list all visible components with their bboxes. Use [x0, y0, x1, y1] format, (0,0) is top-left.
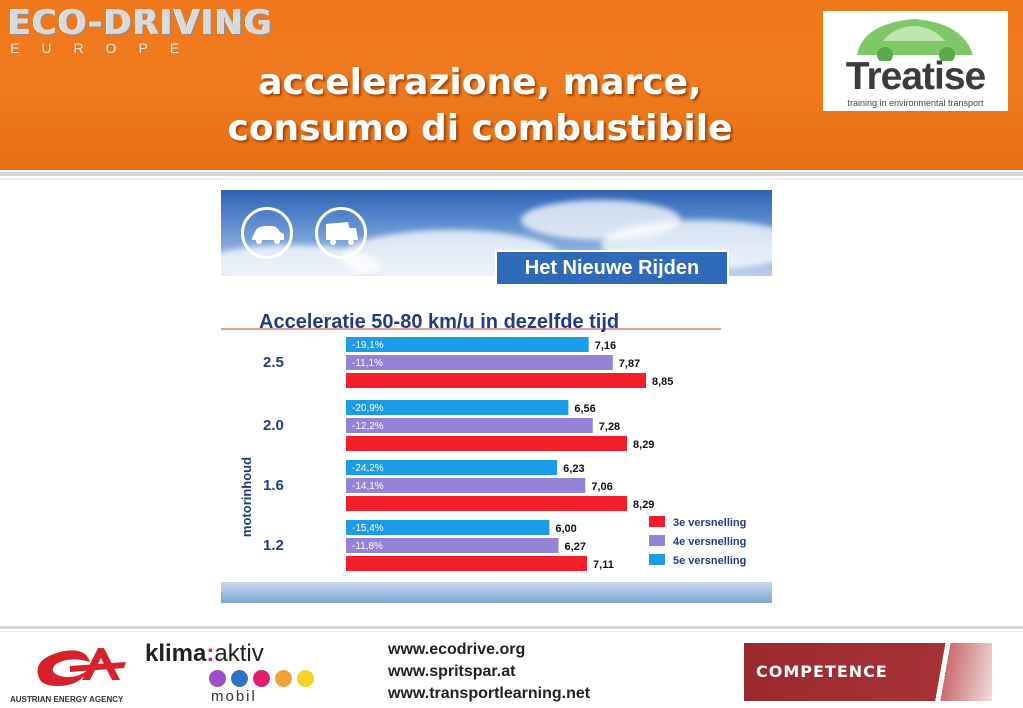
link-ecodrive[interactable]: www.ecodrive.org — [388, 641, 526, 658]
value-label: 6,23 — [563, 463, 585, 475]
header-banner — [0, 0, 1023, 170]
acceleration-chart — [221, 190, 772, 603]
value-label: 8,29 — [633, 499, 655, 511]
bar — [346, 556, 587, 571]
percent-label: -11,8% — [352, 541, 383, 552]
percent-label: -15,4% — [352, 523, 384, 534]
bottom-strip — [221, 582, 772, 603]
treatise-tagline: training in environmental transport — [847, 98, 984, 108]
brand-sub: EUROPE — [10, 40, 202, 56]
legend-swatch — [649, 516, 665, 527]
title-line-1: accelerazione, marce, — [258, 62, 702, 103]
bar — [346, 373, 646, 388]
bar-group — [263, 337, 673, 571]
value-label: 7,16 — [594, 340, 617, 352]
eco-driving-logo — [8, 4, 273, 56]
legend-label: 4e versnelling — [673, 536, 747, 548]
aea-label: AUSTRIAN ENERGY AGENCY — [10, 695, 124, 704]
treatise-wordmark: Treatise — [845, 55, 986, 98]
klima-word: klima — [145, 640, 207, 667]
bar — [346, 355, 613, 370]
value-label: 8,85 — [652, 376, 674, 388]
klima-dot — [253, 670, 270, 687]
klima-dot — [275, 670, 292, 687]
percent-label: -14,1% — [352, 481, 384, 492]
ea-logo-icon — [30, 640, 140, 688]
klima-dot — [231, 670, 248, 687]
klima-dot — [297, 670, 314, 687]
value-label: 6,00 — [555, 523, 577, 535]
legend-label: 3e versnelling — [673, 517, 747, 529]
value-label: 6,56 — [574, 403, 596, 415]
footer-links — [388, 639, 590, 705]
legend-label: 5e versnelling — [673, 555, 747, 567]
austrian-energy-agency-logo — [10, 640, 140, 704]
percent-label: -12,2% — [352, 421, 384, 432]
competence-logo — [744, 643, 992, 701]
competence-label: COMPETENCE — [756, 662, 888, 681]
y-tick-label: 2.5 — [263, 354, 284, 371]
divider — [0, 626, 1023, 629]
green-car-icon — [823, 11, 1008, 61]
klima-aktiv-logo — [145, 640, 345, 706]
value-label: 7,28 — [598, 421, 621, 433]
aktiv-word: aktiv — [214, 640, 264, 667]
y-tick-label: 1.2 — [263, 537, 284, 554]
percent-label: -19,1% — [352, 340, 384, 351]
het-nieuwe-rijden-badge: Het Nieuwe Rijden — [495, 250, 729, 286]
chart-title: Acceleratie 50-80 km/u in dezelfde tijd — [259, 311, 620, 333]
link-transportlearning[interactable]: www.transportlearning.net — [388, 685, 591, 702]
legend-swatch — [649, 554, 665, 565]
percent-label: -20,9% — [352, 403, 384, 414]
value-label: 7,11 — [593, 559, 614, 571]
y-tick-label: 1.6 — [263, 477, 284, 494]
divider — [0, 178, 1023, 180]
title-line-2: consumo di combustibile — [227, 108, 733, 149]
treatise-logo — [823, 11, 1008, 111]
legend-swatch — [649, 535, 665, 546]
klima-colon: : — [206, 640, 215, 667]
y-axis-label: motorinhoud — [239, 456, 254, 538]
value-label: 7,87 — [618, 358, 641, 370]
brand-name: ECO-DRIVING — [8, 3, 274, 43]
klima-dot — [209, 670, 226, 687]
page-title — [130, 60, 830, 152]
percent-label: -11,1% — [352, 358, 383, 369]
chart-panel — [221, 190, 772, 603]
percent-label: -24,2% — [352, 463, 384, 474]
value-label: 6,27 — [564, 541, 586, 553]
divider — [0, 172, 1023, 176]
bar — [346, 436, 627, 451]
value-label: 7,06 — [591, 481, 613, 493]
chart-legend — [649, 516, 746, 567]
value-label: 8,29 — [633, 439, 655, 451]
bar — [346, 496, 627, 511]
y-tick-label: 2.0 — [263, 417, 284, 434]
divider — [0, 631, 1023, 632]
mobil-word: mobil — [211, 688, 257, 705]
link-spritspar[interactable]: www.spritspar.at — [388, 663, 516, 680]
